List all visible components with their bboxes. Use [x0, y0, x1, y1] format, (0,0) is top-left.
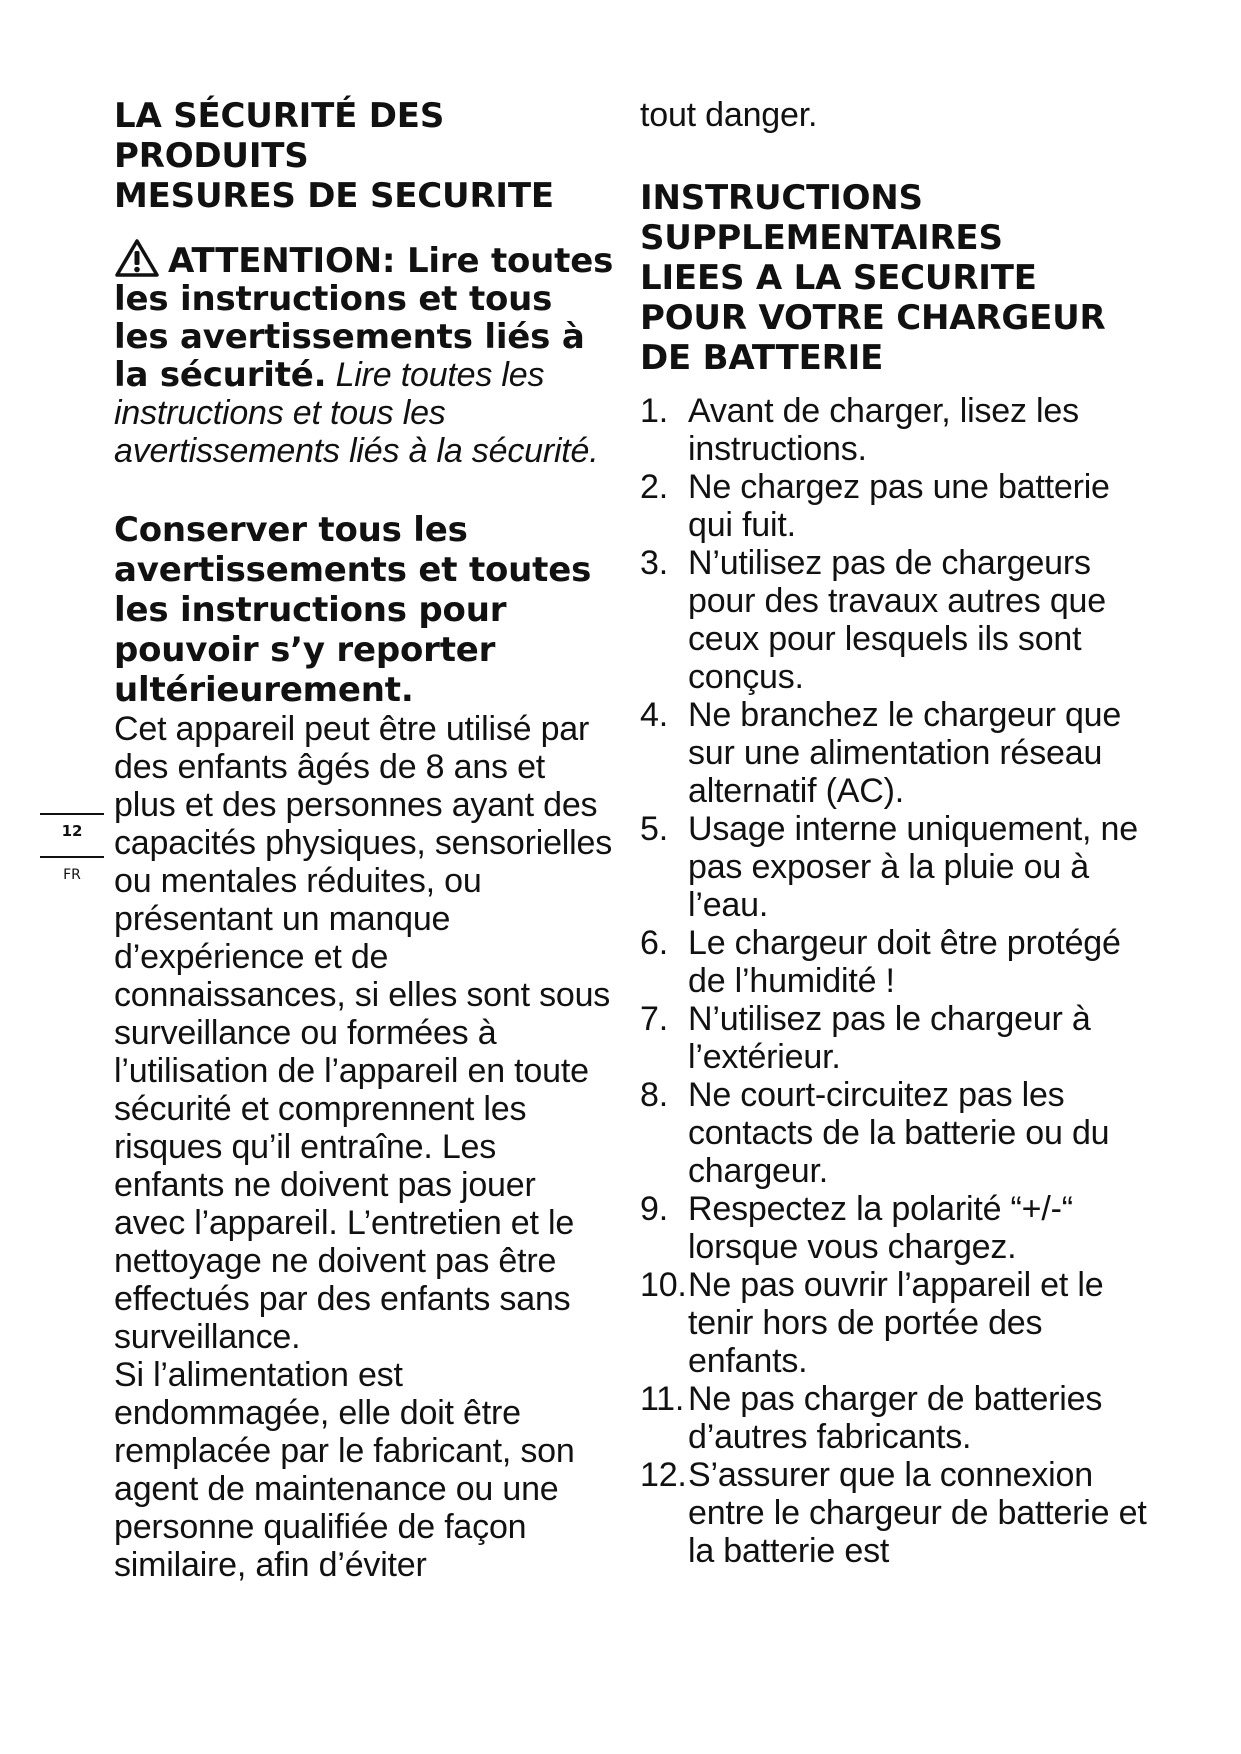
section-heading-product-safety	[114, 96, 614, 216]
list-item-number: 4.	[640, 696, 668, 734]
heading-line: MESURES DE SECURITE	[114, 176, 554, 216]
list-item	[640, 1076, 1160, 1190]
list-item-number: 6.	[640, 924, 668, 962]
list-item-number: 3.	[640, 544, 668, 582]
heading-line: LA SÉCURITÉ DES	[114, 96, 445, 136]
warning-paragraph	[114, 238, 614, 470]
list-item-number: 8.	[640, 1076, 668, 1114]
warning-triangle-icon	[114, 238, 160, 278]
list-item	[640, 924, 1160, 1000]
list-item-text: N’utilisez pas le chargeur à l’extérieur.	[688, 1000, 1091, 1076]
safety-instructions-list	[640, 392, 1160, 1570]
section-heading-charger-safety	[640, 178, 1160, 378]
power-supply-paragraph: Si l’alimentation est endommagée, elle doit être remplacée par le fabricant, son agent de maintenance ou une personne qualifiée de façon similaire, afin d’éviter	[114, 1356, 575, 1584]
keep-instructions-heading: Conserver tous les avertissements et toutes les instructions pour pouvoir s’y reporter ultérieurement.	[114, 510, 592, 710]
list-item-text: S’assurer que la connexion entre le chargeur de batterie et la batterie est	[688, 1456, 1147, 1570]
list-item	[640, 392, 1160, 468]
language-code: FR	[63, 867, 81, 883]
page-marker-rule-top	[40, 813, 104, 815]
list-item-text: Avant de charger, lisez les instructions.	[688, 392, 1079, 468]
list-item-number: 1.	[640, 392, 668, 430]
list-item-number: 10.	[640, 1266, 687, 1304]
list-item-text: Le chargeur doit être protégé de l’humidité !	[688, 924, 1121, 1000]
list-item	[640, 1266, 1160, 1380]
list-item	[640, 810, 1160, 924]
list-item-text: Ne pas ouvrir l’appareil et le tenir hors de portée des enfants.	[688, 1266, 1104, 1380]
list-item-text: Respectez la polarité “+/-“ lorsque vous chargez.	[688, 1190, 1073, 1266]
list-item-text: Usage interne uniquement, ne pas exposer à la pluie ou à l’eau.	[688, 810, 1138, 924]
list-item-text: Ne court-circuitez pas les contacts de la batterie ou du chargeur.	[688, 1076, 1110, 1190]
list-item-number: 11.	[640, 1380, 685, 1418]
heading-line: POUR VOTRE CHARGEUR	[640, 298, 1106, 338]
list-item-number: 7.	[640, 1000, 668, 1038]
list-item-number: 5.	[640, 810, 668, 848]
list-item-number: 12.	[640, 1456, 687, 1494]
heading-line: LIEES A LA SECURITE	[640, 258, 1037, 298]
continued-text: tout danger.	[640, 96, 818, 134]
list-item	[640, 544, 1160, 696]
list-item-number: 2.	[640, 468, 668, 506]
list-item	[640, 1000, 1160, 1076]
heading-line: SUPPLEMENTAIRES	[640, 218, 1003, 258]
list-item	[640, 1380, 1160, 1456]
page-marker-rule-bottom	[40, 856, 104, 858]
list-item	[640, 696, 1160, 810]
list-item	[640, 1456, 1160, 1570]
list-item-number: 9.	[640, 1190, 668, 1228]
list-item-text: Ne branchez le chargeur que sur une alimentation réseau alternatif (AC).	[688, 696, 1122, 810]
list-item-text: N’utilisez pas de chargeurs pour des travaux autres que ceux pour lesquels ils sont conçus.	[688, 544, 1106, 696]
warning-italic-text: Lire toutes les instructions et tous les avertissements liés à la sécurité.	[114, 356, 599, 470]
heading-line: PRODUITS	[114, 136, 309, 176]
left-column	[114, 96, 614, 1584]
list-item-text: Ne chargez pas une batterie qui fuit.	[688, 468, 1110, 544]
heading-line: INSTRUCTIONS	[640, 178, 923, 218]
list-item	[640, 468, 1160, 544]
children-usage-paragraph: Cet appareil peut être utilisé par des enfants âgés de 8 ans et plus et des personnes ayant des capacités physiques, sensorielles ou mentales réduites, ou présentant un manque d’expérience et de connaissances, si elles sont sous surveillance ou formées à l’utilisation de l’appareil en toute sécurité et comprennent les risques qu’il entraîne. Les enfants ne doivent pas jouer avec l’appareil. L’entretien et le nettoyage ne doivent pas être effectués par des enfants sans surveillance.	[114, 710, 613, 1356]
list-item	[640, 1190, 1160, 1266]
list-item-text: Ne pas charger de batteries d’autres fabricants.	[688, 1380, 1103, 1456]
page-number: 12	[61, 822, 83, 840]
warning-bold-text: ATTENTION: Lire toutes les instructions et tous les avertissements liés à la sécurité.	[114, 241, 614, 395]
right-column	[640, 96, 1160, 1570]
heading-line: DE BATTERIE	[640, 338, 884, 378]
